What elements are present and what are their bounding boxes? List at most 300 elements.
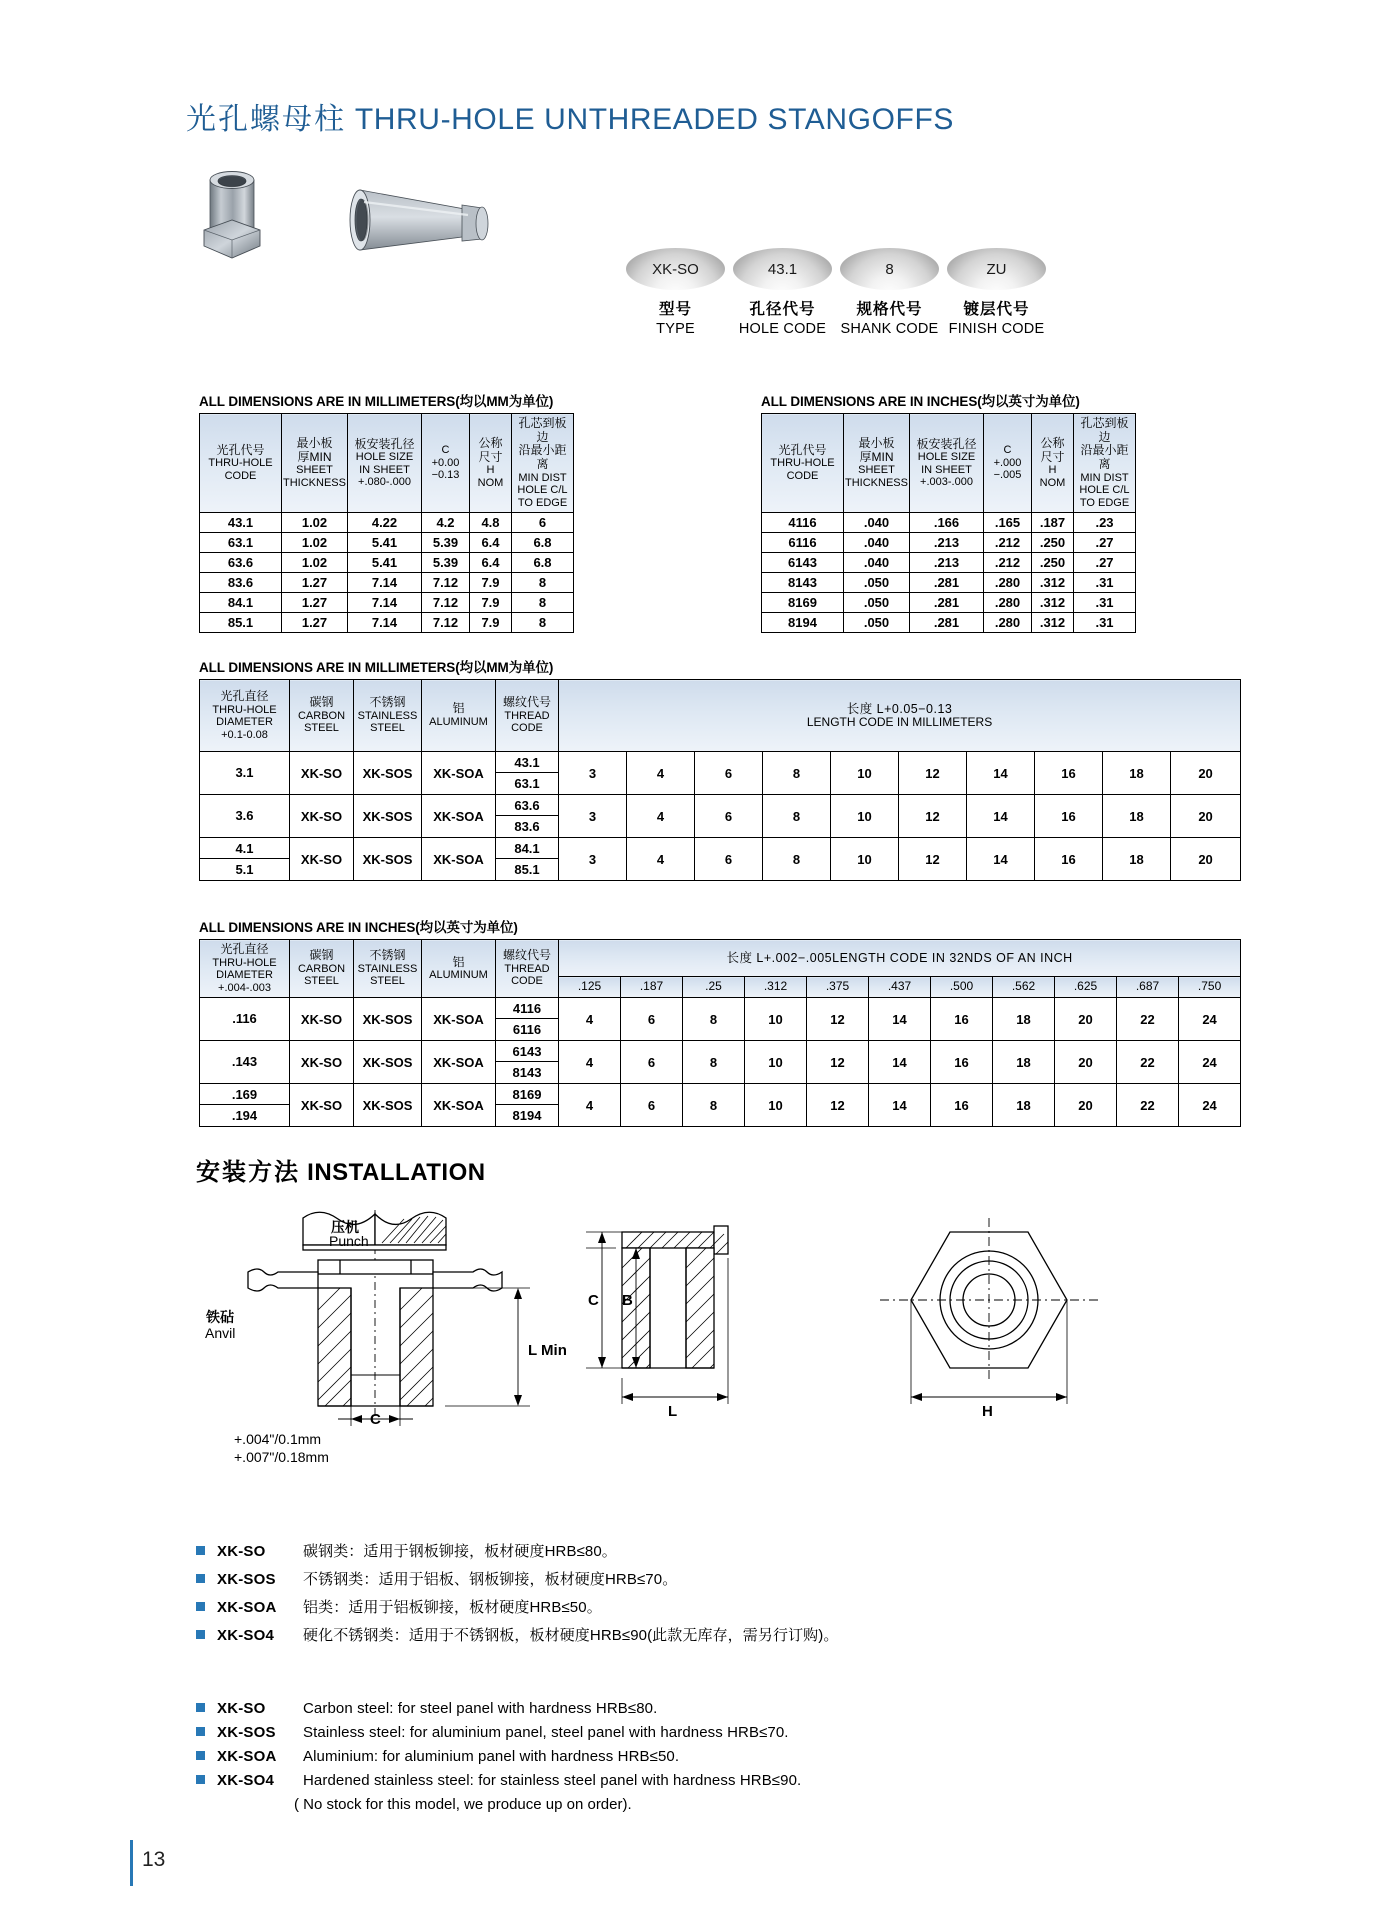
cell-c1: .050 <box>844 613 910 633</box>
bullet-square-icon <box>196 1703 205 1712</box>
cell-c1: 1.02 <box>282 513 348 533</box>
length-code-header: 长度 L+0.05−0.13 LENGTH CODE IN MILLIMETERS <box>559 680 1241 752</box>
cell-c4: .250 <box>1032 533 1074 553</box>
cell-length-6: 16 <box>931 1084 993 1127</box>
bullet-square-icon <box>196 1751 205 1760</box>
table-row <box>200 998 1241 1041</box>
note-item <box>196 1596 838 1617</box>
table-row <box>200 752 1241 795</box>
mm-dimensions-thead <box>200 414 574 513</box>
label-anvil-en: Anvil <box>205 1325 236 1341</box>
table-row <box>200 613 574 633</box>
label-anvil-cn: 铁砧 <box>206 1309 234 1325</box>
cell-c5: .31 <box>1074 593 1136 613</box>
cell-c0: 63.1 <box>200 533 282 553</box>
cell-length-6: 16 <box>931 998 993 1041</box>
col-header-0: 光孔代号 THRU-HOLE CODE <box>200 414 282 513</box>
cell-thread-code: 63.6 83.6 <box>496 795 559 838</box>
installation-diagrams <box>190 1210 1230 1465</box>
cell-c3: .212 <box>984 533 1032 553</box>
cell-length-0: 3 <box>559 795 627 838</box>
cell-c3: 5.39 <box>422 533 470 553</box>
cell-c0: 85.1 <box>200 613 282 633</box>
cell-c4: .312 <box>1032 613 1074 633</box>
cell-length-7: 16 <box>1035 795 1103 838</box>
bullet-square-icon <box>196 1775 205 1784</box>
mm-dimensions-tbody <box>200 513 574 633</box>
note-code: XK-SO4 <box>217 1627 275 1644</box>
note-item <box>196 1724 801 1741</box>
cell-length-7: 18 <box>993 998 1055 1041</box>
cell-c4: 6.4 <box>470 553 512 573</box>
cell-length-3: 10 <box>745 998 807 1041</box>
cell-c3: 7.12 <box>422 613 470 633</box>
cell-length-9: 20 <box>1171 838 1241 881</box>
legend-finish-code <box>947 300 1046 338</box>
note-text: Hardened stainless steel: for stainless steel panel with hardness HRB≤90. <box>303 1772 802 1789</box>
cell-c0: 83.6 <box>200 573 282 593</box>
cell-c4: 4.8 <box>470 513 512 533</box>
cell-length-8: 18 <box>1103 838 1171 881</box>
note-item <box>196 1772 801 1789</box>
cell-length-9: 22 <box>1117 1041 1179 1084</box>
note-item <box>196 1568 838 1589</box>
inch-dimensions-tbody <box>762 513 1136 633</box>
code-pill-row <box>626 248 1046 290</box>
cell-stainless-steel: XK-SOS <box>354 1041 422 1084</box>
label-b-section: B <box>622 1292 633 1309</box>
footer-accent-rule <box>130 1840 133 1886</box>
cell-c0: 63.6 <box>200 553 282 573</box>
table-row <box>200 838 1241 881</box>
bullet-square-icon <box>196 1602 205 1611</box>
cell-c4: .312 <box>1032 593 1074 613</box>
bullet-square-icon <box>196 1546 205 1555</box>
note-text: 碳钢类：适用于钢板铆接，板材硬度HRB≤80。 <box>303 1543 617 1560</box>
product-illustration <box>180 160 600 275</box>
cell-length-9: 22 <box>1117 1084 1179 1127</box>
table-row <box>762 613 1136 633</box>
note-item <box>196 1748 801 1765</box>
installation-title <box>196 1152 486 1187</box>
cell-c2: 7.14 <box>348 593 422 613</box>
page-title-cn: 光孔螺母柱 <box>186 103 346 136</box>
cell-c2: 7.14 <box>348 613 422 633</box>
cell-stainless-steel: XK-SOS <box>354 795 422 838</box>
cell-length-5: 12 <box>899 752 967 795</box>
code-breakdown-legend <box>626 248 1046 338</box>
col-header-1: 最小板 厚MIN SHEET THICKNESS <box>844 414 910 513</box>
note-text: 铝类：适用于铝板铆接，板材硬度HRB≤50。 <box>303 1599 602 1616</box>
cell-c3: 5.39 <box>422 553 470 573</box>
cell-c5: 8 <box>512 573 574 593</box>
col-header-2: 不锈钢 STAINLESS STEEL <box>354 680 422 752</box>
notes-list-cn <box>196 1540 838 1652</box>
cell-length-3: 8 <box>763 795 831 838</box>
cell-c2: .281 <box>910 593 984 613</box>
cell-c4: .312 <box>1032 573 1074 593</box>
cell-c4: .250 <box>1032 553 1074 573</box>
note-code: XK-SOS <box>217 1724 276 1741</box>
cell-length-7: 18 <box>993 1084 1055 1127</box>
mm-length-caption: ALL DIMENSIONS ARE IN MILLIMETERS(均以MM为单位) <box>199 660 554 675</box>
col-header-2: 板安装孔径 HOLE SIZE IN SHEET +.003-.000 <box>910 414 984 513</box>
bullet-square-icon <box>196 1574 205 1583</box>
cell-length-4: 10 <box>831 752 899 795</box>
table-header-row <box>762 414 1136 513</box>
col-header-0: 光孔代号 THRU-HOLE CODE <box>762 414 844 513</box>
cell-c5: .27 <box>1074 533 1136 553</box>
note-code: XK-SO <box>217 1700 266 1717</box>
cell-diameter: .116 <box>200 998 290 1041</box>
cell-length-6: 16 <box>931 1041 993 1084</box>
col-header-1: 最小板 厚MIN SHEET THICKNESS <box>282 414 348 513</box>
col-header-1: 碳钢 CARBON STEEL <box>290 940 354 998</box>
cell-length-9: 22 <box>1117 998 1179 1041</box>
cell-c5: .27 <box>1074 553 1136 573</box>
legend-hole-code-en: HOLE CODE <box>738 320 827 337</box>
installation-title-en: INSTALLATION <box>307 1159 486 1186</box>
bullet-square-icon <box>196 1727 205 1736</box>
note-code: XK-SOA <box>217 1599 277 1616</box>
cell-c2: .213 <box>910 553 984 573</box>
cell-diameter: 3.1 <box>200 752 290 795</box>
label-l-min: L Min <box>528 1342 567 1359</box>
mm-dimensions-table <box>199 413 574 633</box>
cell-length-10: 24 <box>1179 998 1241 1041</box>
diagram-section-view <box>586 1226 728 1404</box>
table-row <box>200 553 574 573</box>
legend-hole-code <box>733 300 832 338</box>
cell-c4: 7.9 <box>470 593 512 613</box>
standoff-upright <box>204 172 260 259</box>
inch-dimensions-thead <box>762 414 1136 513</box>
cell-thread-code: 43.1 63.1 <box>496 752 559 795</box>
page-number: 13 <box>142 1848 166 1871</box>
cell-stainless-steel: XK-SOS <box>354 1084 422 1127</box>
inch-dimensions-table-block <box>761 390 1136 633</box>
code-pill-type: XK-SO <box>626 248 725 290</box>
cell-length-6: 14 <box>967 795 1035 838</box>
cell-length-7: 16 <box>1035 838 1103 881</box>
cell-length-5: 14 <box>869 998 931 1041</box>
cell-length-1: 6 <box>621 1041 683 1084</box>
cell-length-4: 12 <box>807 1084 869 1127</box>
cell-stainless-steel: XK-SOS <box>354 752 422 795</box>
cell-length-0: 4 <box>559 1041 621 1084</box>
legend-type-en: TYPE <box>656 320 695 337</box>
cell-c0: 84.1 <box>200 593 282 613</box>
note-text: Stainless steel: for aluminium panel, steel panel with hardness HRB≤70. <box>303 1724 789 1741</box>
col-header-2: 板安装孔径 HOLE SIZE IN SHEET +.080-.000 <box>348 414 422 513</box>
length-subheader-7: .562 <box>993 977 1055 998</box>
label-punch-cn: 压机 <box>331 1219 359 1235</box>
cell-c3: .280 <box>984 613 1032 633</box>
cell-length-4: 10 <box>831 838 899 881</box>
cell-carbon-steel: XK-SO <box>290 795 354 838</box>
cell-c5: 6 <box>512 513 574 533</box>
mm-length-tbody <box>200 752 1241 881</box>
cell-length-2: 6 <box>695 795 763 838</box>
mm-dimensions-caption: ALL DIMENSIONS ARE IN MILLIMETERS(均以MM为单位) <box>199 394 554 409</box>
cell-c5: 8 <box>512 593 574 613</box>
cell-thread-code: 84.1 85.1 <box>496 838 559 881</box>
cell-c0: 8194 <box>762 613 844 633</box>
table-row <box>200 573 574 593</box>
cell-diameter: .143 <box>200 1041 290 1084</box>
standoff-lying <box>350 190 488 250</box>
page-title-en: THRU-HOLE UNTHREADED STANGOFFS <box>354 103 954 136</box>
cell-length-4: 12 <box>807 1041 869 1084</box>
cell-c1: .050 <box>844 573 910 593</box>
table-row <box>200 593 574 613</box>
cell-c1: 1.27 <box>282 593 348 613</box>
length-subheader-3: .312 <box>745 977 807 998</box>
col-header-3: C +0.00 −0.13 <box>422 414 470 513</box>
note-code: XK-SOA <box>217 1748 277 1765</box>
cell-length-6: 14 <box>967 752 1035 795</box>
cell-length-4: 10 <box>831 795 899 838</box>
col-header-2: 不锈钢 STAINLESS STEEL <box>354 940 422 998</box>
cell-length-5: 14 <box>869 1084 931 1127</box>
cell-c2: .166 <box>910 513 984 533</box>
cell-diameter: .169 .194 <box>200 1084 290 1127</box>
cell-thread-code: 4116 6116 <box>496 998 559 1041</box>
code-legend-labels <box>626 300 1046 338</box>
length-subheader-10: .750 <box>1179 977 1241 998</box>
inch-dimensions-table <box>761 413 1136 633</box>
cell-length-10: 24 <box>1179 1084 1241 1127</box>
cell-c1: 1.27 <box>282 573 348 593</box>
table-row <box>200 513 574 533</box>
length-subheader-0: .125 <box>559 977 621 998</box>
diagram-hex-top-view <box>880 1218 1098 1404</box>
label-l-section: L <box>668 1403 678 1420</box>
cell-aluminum: XK-SOA <box>422 998 496 1041</box>
note-text: Carbon steel: for steel panel with hardness HRB≤80. <box>303 1700 658 1717</box>
cell-length-2: 8 <box>683 1084 745 1127</box>
cell-length-2: 6 <box>695 838 763 881</box>
table-row <box>200 1084 1241 1127</box>
label-c-dim: C <box>370 1411 381 1428</box>
cell-length-1: 6 <box>621 998 683 1041</box>
cell-c0: 43.1 <box>200 513 282 533</box>
cell-c1: 1.02 <box>282 553 348 573</box>
cell-length-7: 18 <box>993 1041 1055 1084</box>
cell-carbon-steel: XK-SO <box>290 998 354 1041</box>
cell-c0: 6143 <box>762 553 844 573</box>
cell-c4: 6.4 <box>470 533 512 553</box>
cell-length-8: 18 <box>1103 795 1171 838</box>
label-h-hex: H <box>982 1403 993 1420</box>
legend-finish-code-en: FINISH CODE <box>948 320 1045 337</box>
cell-length-10: 24 <box>1179 1041 1241 1084</box>
cell-length-9: 20 <box>1171 795 1241 838</box>
cell-length-2: 8 <box>683 1041 745 1084</box>
cell-c1: 1.02 <box>282 533 348 553</box>
col-header-4: 螺纹代号 THREAD CODE <box>496 680 559 752</box>
label-c-section: C <box>588 1292 599 1309</box>
col-header-3: 铝 ALUMINUM <box>422 680 496 752</box>
legend-shank-code-cn: 规格代号 <box>856 301 923 318</box>
cell-c3: 7.12 <box>422 573 470 593</box>
cell-length-2: 6 <box>695 752 763 795</box>
table-row <box>762 593 1136 613</box>
cell-length-1: 4 <box>627 752 695 795</box>
cell-length-1: 4 <box>627 838 695 881</box>
code-pill-finish: ZU <box>947 248 1046 290</box>
note-item <box>196 1540 838 1561</box>
col-header-5: 孔芯到板边 沿最小距离 MIN DIST HOLE C/L TO EDGE <box>1074 414 1136 513</box>
cell-carbon-steel: XK-SO <box>290 752 354 795</box>
notes-list-en <box>196 1700 801 1813</box>
cell-aluminum: XK-SOA <box>422 838 496 881</box>
cell-length-1: 4 <box>627 795 695 838</box>
cell-c2: .281 <box>910 613 984 633</box>
table-header-row <box>200 680 1241 752</box>
legend-shank-code <box>840 300 939 338</box>
bullet-square-icon <box>196 1630 205 1639</box>
note-code: XK-SO <box>217 1543 266 1560</box>
cell-aluminum: XK-SOA <box>422 1084 496 1127</box>
cell-thread-code: 8169 8194 <box>496 1084 559 1127</box>
cell-length-9: 20 <box>1171 752 1241 795</box>
inch-length-caption: ALL DIMENSIONS ARE IN INCHES(均以英寸为单位) <box>199 920 518 935</box>
cell-length-0: 3 <box>559 752 627 795</box>
cell-length-5: 14 <box>869 1041 931 1084</box>
col-header-1: 碳钢 CARBON STEEL <box>290 680 354 752</box>
table-header-row <box>200 940 1241 977</box>
cell-c3: .165 <box>984 513 1032 533</box>
cell-c5: 6.8 <box>512 533 574 553</box>
code-pill-shank: 8 <box>840 248 939 290</box>
legend-shank-code-en: SHANK CODE <box>840 320 939 337</box>
cell-length-0: 3 <box>559 838 627 881</box>
cell-c0: 8169 <box>762 593 844 613</box>
note-continuation: ( No stock for this model, we produce up on order). <box>294 1796 632 1813</box>
table-row <box>762 573 1136 593</box>
cell-c1: 1.27 <box>282 613 348 633</box>
cell-length-3: 8 <box>763 752 831 795</box>
table-row <box>200 533 574 553</box>
note-code: XK-SO4 <box>217 1772 275 1789</box>
length-subheader-9: .687 <box>1117 977 1179 998</box>
inch-length-table-block <box>199 916 1241 1127</box>
cell-aluminum: XK-SOA <box>422 795 496 838</box>
cell-c2: 7.14 <box>348 573 422 593</box>
cell-thread-code: 6143 8143 <box>496 1041 559 1084</box>
cell-c1: .040 <box>844 553 910 573</box>
cell-c2: .281 <box>910 573 984 593</box>
label-tolerance-2: +.007"/0.18mm <box>234 1449 329 1465</box>
length-subheader-2: .25 <box>683 977 745 998</box>
table-row <box>200 1041 1241 1084</box>
cell-length-4: 12 <box>807 998 869 1041</box>
col-header-3: C +.000 −.005 <box>984 414 1032 513</box>
cell-length-1: 6 <box>621 1084 683 1127</box>
note-item <box>196 1624 838 1645</box>
cell-c3: .280 <box>984 573 1032 593</box>
note-code: XK-SOS <box>217 1571 276 1588</box>
table-row <box>200 795 1241 838</box>
length-subheader-5: .437 <box>869 977 931 998</box>
cell-c5: .31 <box>1074 573 1136 593</box>
cell-length-5: 12 <box>899 838 967 881</box>
length-subheader-8: .625 <box>1055 977 1117 998</box>
installation-drawing-svg <box>190 1210 1230 1465</box>
mm-length-table-block <box>199 656 1241 881</box>
code-pill-hole: 43.1 <box>733 248 832 290</box>
note-item <box>196 1700 801 1717</box>
cell-length-7: 16 <box>1035 752 1103 795</box>
col-header-0: 光孔直径 THRU-HOLE DIAMETER +.004-.003 <box>200 940 290 998</box>
cell-length-3: 10 <box>745 1041 807 1084</box>
cell-length-5: 12 <box>899 795 967 838</box>
cell-length-2: 8 <box>683 998 745 1041</box>
inch-dimensions-caption: ALL DIMENSIONS ARE IN INCHES(均以英寸为单位) <box>761 394 1080 409</box>
note-text: 硬化不锈钢类：适用于不锈钢板，板材硬度HRB≤90(此款无库存，需另行订购)。 <box>303 1627 839 1644</box>
cell-length-8: 20 <box>1055 998 1117 1041</box>
cell-c3: 7.12 <box>422 593 470 613</box>
cell-length-8: 18 <box>1103 752 1171 795</box>
col-header-4: 公称 尺寸 H NOM <box>470 414 512 513</box>
cell-c5: .23 <box>1074 513 1136 533</box>
cell-c4: .187 <box>1032 513 1074 533</box>
inch-length-table <box>199 939 1241 1127</box>
cell-c2: 4.22 <box>348 513 422 533</box>
table-row <box>762 533 1136 553</box>
cell-length-0: 4 <box>559 1084 621 1127</box>
note-text: Aluminium: for aluminium panel with hardness HRB≤50. <box>303 1748 680 1765</box>
col-header-0: 光孔直径 THRU-HOLE DIAMETER +0.1-0.08 <box>200 680 290 752</box>
length-subheader-6: .500 <box>931 977 993 998</box>
cell-length-3: 8 <box>763 838 831 881</box>
col-header-5: 孔芯到板边 沿最小距离 MIN DIST HOLE C/L TO EDGE <box>512 414 574 513</box>
cell-carbon-steel: XK-SO <box>290 1041 354 1084</box>
note-text: 不锈钢类：适用于铝板、钢板铆接，板材硬度HRB≤70。 <box>303 1571 678 1588</box>
cell-diameter: 3.6 <box>200 795 290 838</box>
mm-length-table <box>199 679 1241 881</box>
cell-c0: 6116 <box>762 533 844 553</box>
cell-c3: .280 <box>984 593 1032 613</box>
diagram-press-in <box>248 1210 530 1426</box>
cell-carbon-steel: XK-SO <box>290 1084 354 1127</box>
cell-c2: 5.41 <box>348 553 422 573</box>
cell-length-6: 14 <box>967 838 1035 881</box>
legend-type-cn: 型号 <box>658 301 692 318</box>
table-header-row <box>200 414 574 513</box>
cell-c1: .040 <box>844 513 910 533</box>
cell-aluminum: XK-SOA <box>422 1041 496 1084</box>
page-title <box>186 94 954 138</box>
standoff-3d-drawings <box>180 160 600 275</box>
cell-c4: 7.9 <box>470 573 512 593</box>
table-row <box>762 513 1136 533</box>
cell-c5: 6.8 <box>512 553 574 573</box>
cell-c1: .050 <box>844 593 910 613</box>
cell-diameter: 4.1 5.1 <box>200 838 290 881</box>
table-row <box>762 553 1136 573</box>
cell-aluminum: XK-SOA <box>422 752 496 795</box>
cell-c3: .212 <box>984 553 1032 573</box>
col-header-4: 螺纹代号 THREAD CODE <box>496 940 559 998</box>
legend-type <box>626 300 725 338</box>
legend-finish-code-cn: 镀层代号 <box>963 301 1030 318</box>
length-subheader-1: .187 <box>621 977 683 998</box>
length-code-header: 长度 L+.002−.005LENGTH CODE IN 32NDS OF AN INCH <box>559 940 1241 977</box>
cell-stainless-steel: XK-SOS <box>354 838 422 881</box>
cell-carbon-steel: XK-SO <box>290 838 354 881</box>
